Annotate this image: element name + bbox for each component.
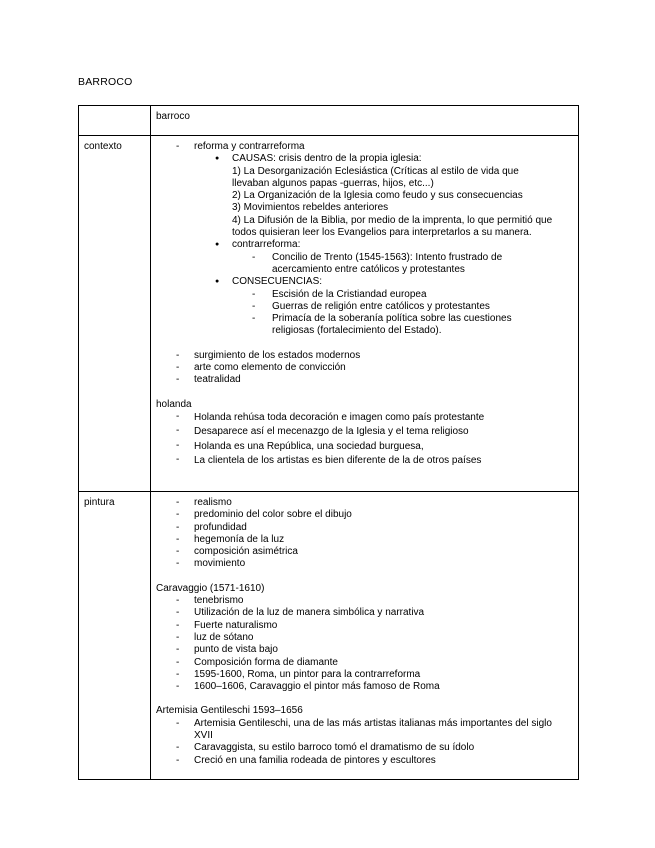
list-item: - reforma y contrarreforma (156, 141, 578, 153)
caravaggio-item: - 1595-1600, Roma, un pintor para la contrarreforma (156, 669, 578, 681)
table-row-pintura (79, 492, 579, 780)
holanda-item: - Desaparece así el mecenazgo de la Iglesia y el tema religioso (156, 425, 578, 439)
artemisia-heading: Artemisia Gentileschi 1593–1656 (156, 705, 303, 717)
artemisia-item: - Artemisia Gentileschi, una de las más artistas italianas más importantes del siglo XVII (156, 718, 558, 743)
pintura-content (151, 492, 579, 780)
caravaggio-item: - luz de sótano (156, 632, 578, 644)
holanda-item: - Holanda es una República, una sociedad burguesa, (156, 440, 578, 454)
causas-item: 2) La Organización de la Iglesia como feudo y sus consecuencias (232, 190, 523, 202)
header-empty-cell (79, 106, 151, 136)
table-header-row (79, 106, 579, 136)
holanda-heading: holanda (156, 398, 192, 410)
consecuencias-item: - Primacía de la soberanía política sobre las cuestiones religiosas (fortalecimiento del Estado). (156, 313, 518, 338)
holanda-item: - La clientela de los artistas es bien diferente de la de otros países (156, 454, 578, 468)
list-item: - hegemonía de la luz (156, 534, 578, 546)
list-item: - movimiento (156, 558, 578, 570)
list-item: - predominio del color sobre el dibujo (156, 509, 578, 521)
header-cell: barroco (151, 106, 579, 136)
holanda-item: - Holanda rehúsa toda decoración e imagen como país protestante (156, 411, 578, 425)
list-item: - composición asimétrica (156, 546, 578, 558)
contexto-content (151, 136, 579, 492)
contrarreforma-heading: ● contrarreforma: (156, 239, 578, 251)
causas-item: 1) La Desorganización Eclesiástica (Críticas al estilo de vida que llevaban algunos papas -guerras, hijos, etc...) (232, 165, 519, 189)
consecuencias-item: - Guerras de religión entre católicos y protestantes (156, 301, 518, 313)
consecuencias-heading: ● CONSECUENCIAS: (156, 276, 578, 288)
table-row-contexto (79, 136, 579, 492)
list-item: - teatralidad (156, 374, 578, 386)
caravaggio-item: - 1600–1606, Caravaggio el pintor más famoso de Roma (156, 681, 578, 693)
list-item: - profundidad (156, 522, 578, 534)
caravaggio-item: - tenebrismo (156, 595, 578, 607)
caravaggio-item: - Fuerte naturalismo (156, 620, 578, 632)
artemisia-item: - Creció en una familia rodeada de pintores y escultores (156, 755, 558, 767)
row-label-pintura: pintura (79, 492, 151, 780)
causas-heading: ● CAUSAS: crisis dentro de la propia iglesia: (156, 153, 578, 165)
caravaggio-item: - punto de vista bajo (156, 644, 578, 656)
list-item: - realismo (156, 497, 578, 509)
caravaggio-item: - Composición forma de diamante (156, 657, 578, 669)
row-label-contexto: contexto (79, 136, 151, 492)
consecuencias-item: - Escisión de la Cristiandad europea (156, 289, 518, 301)
list-item: - arte como elemento de convicción (156, 362, 578, 374)
list-item: - surgimiento de los estados modernos (156, 350, 578, 362)
caravaggio-heading: Caravaggio (1571-1610) (156, 582, 265, 594)
contrarreforma-item: - Concilio de Trento (1545-1563): Intento frustrado de acercamiento entre católicos y protestantes (156, 252, 554, 277)
document-title: BARROCO (78, 76, 133, 88)
causas-item: 4) La Difusión de la Biblia, por medio de la imprenta, lo que permitió que todos quisieran leer los Evangelios para interpretarlos a su manera. (232, 214, 553, 239)
caravaggio-item: - Utilización de la luz de manera simbólica y narrativa (156, 607, 578, 619)
notes-table (78, 105, 579, 780)
causas-item: 3) Movimientos rebeldes anteriores (232, 202, 389, 214)
artemisia-item: - Caravaggista, su estilo barroco tomó el dramatismo de su ídolo (156, 742, 558, 754)
